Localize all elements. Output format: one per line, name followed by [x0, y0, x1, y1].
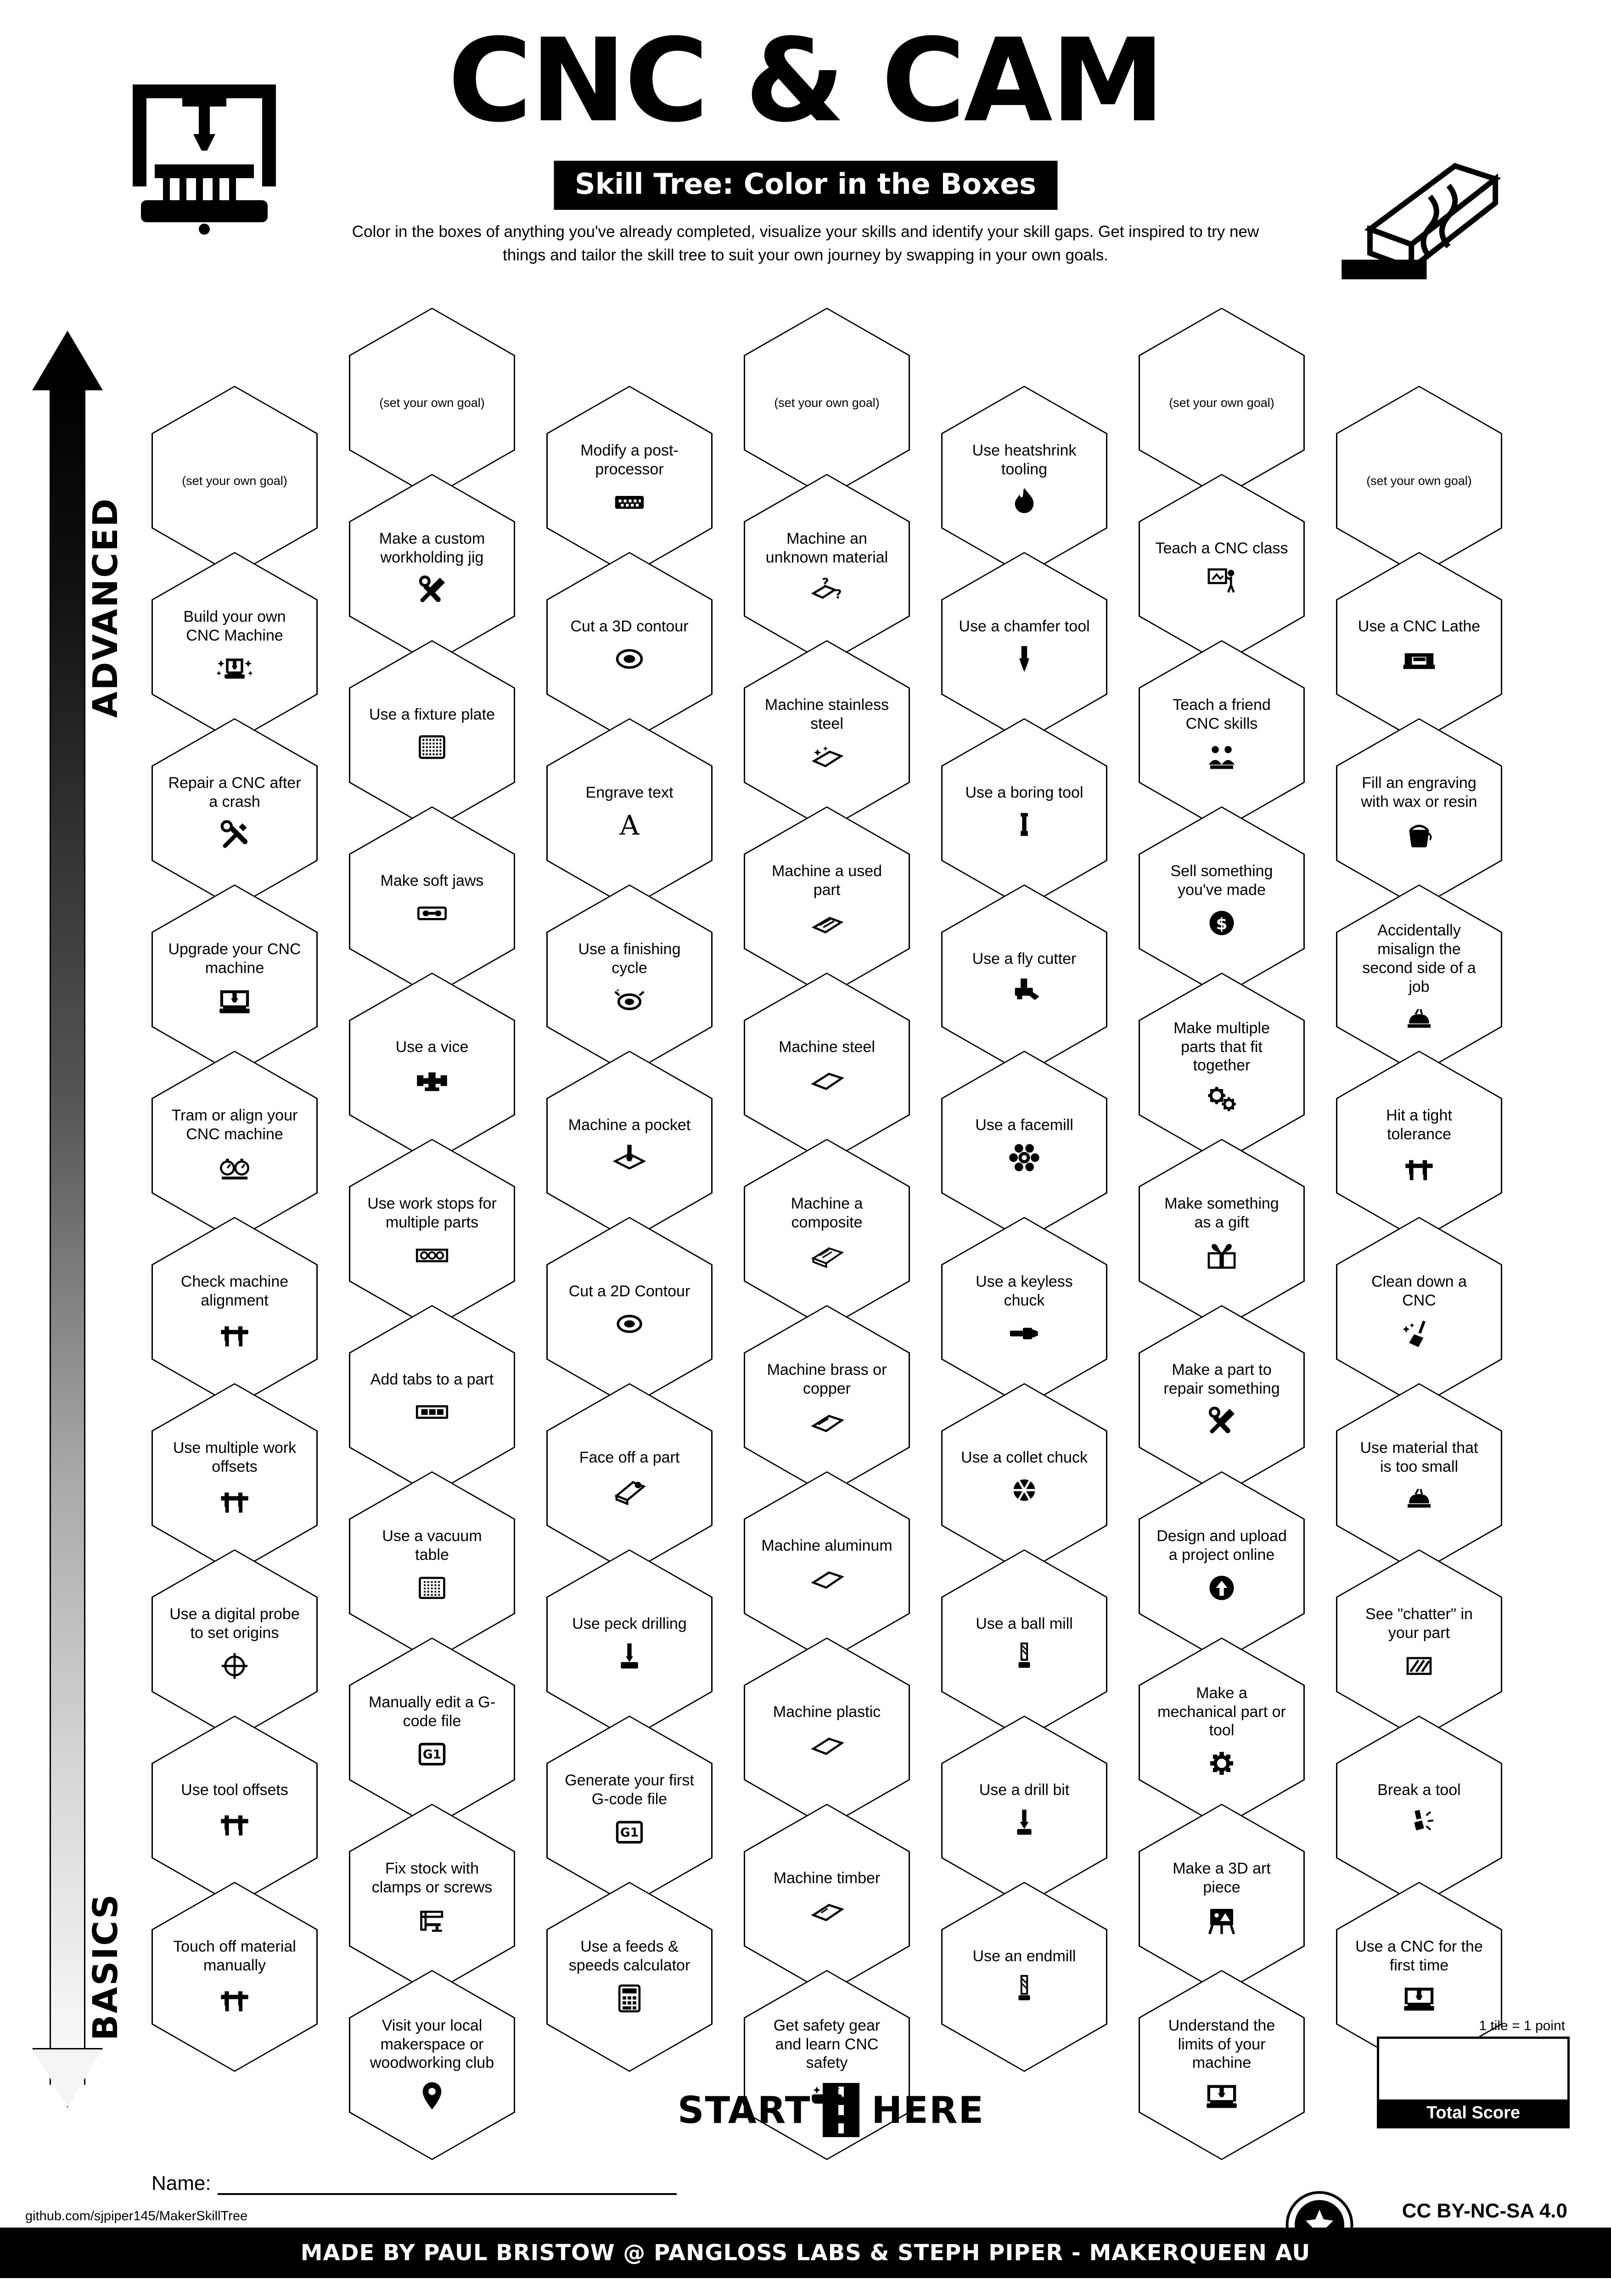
skill-tile[interactable] — [349, 640, 515, 830]
keyless-chuck-icon — [1002, 1316, 1046, 1351]
map-pin-icon — [410, 2078, 454, 2114]
face-off-icon — [607, 1472, 651, 1508]
skill-tile[interactable] — [349, 308, 515, 498]
skill-tile-label: Use a CNC Lathe — [1358, 617, 1481, 635]
skill-tile-label: Build your own CNC Machine — [183, 608, 286, 644]
chamfer-tool-icon — [1002, 641, 1046, 677]
skill-tile-label: Machine brass or copper — [767, 1361, 887, 1397]
skill-tile-label: Sell something you've made — [1170, 862, 1273, 899]
advanced-label: ADVANCED — [86, 497, 125, 718]
github-link[interactable]: github.com/sjpiper145/MakerSkillTree — [25, 2209, 248, 2223]
svg-text:?: ? — [822, 575, 829, 590]
skill-tile-label: Upgrade your CNC machine — [168, 940, 301, 977]
skill-tile[interactable] — [1336, 552, 1502, 742]
score-label: Total Score — [1377, 2099, 1570, 2128]
skill-tile[interactable] — [744, 308, 910, 498]
skill-tile[interactable] — [941, 718, 1107, 908]
clamp-icon — [410, 1902, 454, 1938]
brass-icon — [805, 1404, 849, 1440]
crosshair-icon — [213, 1648, 257, 1684]
skill-tile-label: Touch off material manually — [173, 1938, 296, 1974]
skill-tile-label: Use a fly cutter — [972, 950, 1077, 968]
skill-tile[interactable] — [744, 1638, 910, 1828]
skill-tile-label: Fix stock with clamps or screws — [371, 1860, 493, 1896]
skill-tile-label: Machine aluminum — [761, 1536, 893, 1554]
skill-tile-label: Use a boring tool — [965, 783, 1083, 801]
skill-tile-label: (set your own goal) — [182, 473, 287, 488]
post-processor-icon — [607, 484, 651, 520]
skill-tile[interactable] — [1336, 1051, 1502, 1241]
skill-tile[interactable] — [1139, 640, 1305, 830]
skill-tile-label: Use a drill bit — [979, 1781, 1070, 1799]
vacuum-table-icon — [410, 1570, 454, 1606]
skill-tile-label: Cut a 2D Contour — [568, 1282, 690, 1300]
skill-tile[interactable] — [941, 1716, 1107, 1906]
skill-tile-label: Accidentally misalign the second side of a job — [1362, 922, 1476, 996]
skill-tile[interactable] — [349, 973, 515, 1163]
skill-tile-label: Machine steel — [779, 1038, 875, 1056]
work-stops-icon — [410, 1238, 454, 1273]
skill-tile[interactable] — [941, 1549, 1107, 1739]
svg-text:A: A — [619, 809, 640, 841]
ball-mill-icon — [1002, 1638, 1046, 1674]
vice-icon — [410, 1062, 454, 1097]
skill-tile-label: Use a ball mill — [976, 1615, 1073, 1632]
question-material-icon — [805, 573, 849, 608]
calculator-icon — [607, 1981, 651, 2016]
skill-tile-label: Design and upload a project online — [1156, 1527, 1287, 1564]
tools-icon — [410, 573, 454, 608]
caliper-icon — [213, 1981, 257, 2016]
skill-tile[interactable] — [1336, 1217, 1502, 1407]
composite-icon — [805, 1238, 849, 1273]
skill-tile[interactable] — [349, 806, 515, 996]
skill-tile[interactable] — [152, 552, 318, 742]
skill-tile-label: Modify a post-processor — [580, 442, 679, 478]
easel-icon — [1200, 1902, 1244, 1938]
skill-tile-label: Use a keyless chuck — [976, 1273, 1073, 1309]
fixture-plate-icon — [410, 729, 454, 765]
skill-tile-label: Machine timber — [773, 1869, 881, 1887]
skill-tile[interactable] — [152, 718, 318, 908]
skill-tile[interactable] — [1139, 474, 1305, 664]
tools-icon — [1200, 1404, 1244, 1440]
skill-tile[interactable] — [941, 552, 1107, 742]
skill-tile[interactable] — [152, 1051, 318, 1241]
flame-icon — [1002, 484, 1046, 520]
facemill-icon — [1002, 1140, 1046, 1176]
skill-tile[interactable] — [349, 1970, 515, 2160]
skill-tile[interactable] — [1139, 1804, 1305, 1994]
letter-a-icon — [607, 807, 651, 843]
skill-tile-label: Make something as a gift — [1164, 1195, 1279, 1231]
steel-bar-icon — [805, 1062, 849, 1097]
skill-tile[interactable] — [546, 1051, 713, 1241]
skill-tile[interactable] — [546, 884, 713, 1075]
skill-tile-label: Engrave text — [585, 783, 674, 801]
skill-tile[interactable] — [546, 1882, 713, 2072]
skill-tile-label: Use multiple work offsets — [173, 1439, 297, 1475]
skill-tile[interactable] — [744, 474, 910, 664]
skill-tile[interactable] — [546, 386, 713, 576]
skill-tile[interactable] — [941, 1051, 1107, 1241]
skill-tile[interactable] — [941, 1882, 1107, 2072]
broken-tool-icon — [1397, 1805, 1441, 1840]
skill-tile[interactable] — [1139, 973, 1305, 1163]
skill-tile-label: Use a digital probe to set origins — [169, 1605, 300, 1642]
paint-bucket-icon — [1397, 817, 1441, 853]
skill-tile-label: Use a vacuum table — [382, 1527, 482, 1564]
skill-tile-label: Clean down a CNC — [1371, 1273, 1467, 1309]
skill-tile[interactable] — [349, 474, 515, 664]
skill-tile-label: Make a custom workholding jig — [379, 530, 485, 566]
skill-tile[interactable] — [941, 1217, 1107, 1407]
total-score-box[interactable] — [1377, 2037, 1570, 2128]
svg-text:G1: G1 — [620, 1825, 639, 1840]
pocket-icon — [607, 1140, 651, 1176]
skill-tile[interactable] — [1139, 1638, 1305, 1828]
g1-file-icon — [410, 1736, 454, 1772]
start-label: START — [677, 2088, 811, 2132]
safety-glasses-icon — [805, 2078, 849, 2114]
skill-tile[interactable] — [546, 718, 713, 908]
fly-cutter-icon — [1002, 974, 1046, 1009]
skill-tile[interactable] — [349, 1139, 515, 1329]
misalign-icon — [1397, 1002, 1441, 1038]
skill-tile-label: Use a vice — [395, 1038, 469, 1056]
skill-tile[interactable] — [152, 1549, 318, 1739]
skill-tile-label: Use a finishing cycle — [578, 940, 681, 977]
skill-tile-label: Make a mechanical part or tool — [1157, 1684, 1286, 1739]
skill-tile[interactable] — [1139, 1471, 1305, 1661]
skill-tile-label: (set your own goal) — [379, 395, 485, 410]
skill-tile-label: Use tool offsets — [181, 1781, 288, 1799]
lathe-icon — [1397, 641, 1441, 677]
skill-tile-label: Machine a pocket — [568, 1116, 691, 1134]
skill-tile[interactable] — [152, 884, 318, 1075]
score-note: 1 tile = 1 point — [1479, 2018, 1565, 2033]
soft-jaws-icon — [410, 895, 454, 931]
skill-tile-label: Machine a composite — [791, 1195, 863, 1231]
used-part-icon — [805, 905, 849, 941]
cnc-machine-sparkle-icon — [213, 651, 257, 687]
endmill-icon — [1002, 1971, 1046, 2007]
subtitle-banner: Skill Tree: Color in the Boxes — [554, 161, 1057, 210]
skill-tile[interactable] — [1139, 806, 1305, 996]
footer-credit: MADE BY PAUL BRISTOW @ PANGLOSS LABS & STEPH PIPER - MAKERQUEEN AU — [300, 2240, 1311, 2266]
skill-tile[interactable] — [349, 1305, 515, 1495]
peck-drill-icon — [607, 1638, 651, 1674]
skill-tile[interactable] — [744, 1471, 910, 1661]
basics-label: BASICS — [86, 1893, 125, 2041]
collet-chuck-icon — [1002, 1472, 1046, 1508]
upload-icon — [1200, 1570, 1244, 1606]
gears-icon — [1200, 1080, 1244, 1116]
finishing-cycle-icon — [607, 983, 651, 1019]
skill-tile-label: Use a fixture plate — [369, 705, 495, 723]
skill-tile-label: Make a 3D art piece — [1173, 1860, 1271, 1896]
aluminum-icon — [805, 1560, 849, 1596]
gift-icon — [1200, 1238, 1244, 1273]
metal-sheet-icon — [805, 739, 849, 775]
skill-tile-label: Face off a part — [579, 1448, 680, 1466]
skill-tile[interactable] — [546, 552, 713, 742]
skill-tile[interactable] — [546, 1217, 713, 1407]
skill-tile-label: Use a feeds & speeds calculator — [568, 1938, 690, 1974]
footer-bar — [0, 2228, 1611, 2278]
skill-tile-label: Tram or align your CNC machine — [171, 1107, 298, 1143]
skill-tile[interactable] — [744, 1804, 910, 1994]
cnc-machine-icon — [213, 983, 257, 1019]
skill-tile-label: Use an endmill — [972, 1947, 1076, 1965]
teacher-icon — [1200, 563, 1244, 599]
skill-tile-label: Use work stops for multiple parts — [367, 1195, 497, 1231]
cnc-machine-icon — [1397, 1981, 1441, 2016]
skill-tile-label: Make soft jaws — [380, 872, 484, 889]
chatter-icon — [1397, 1648, 1441, 1684]
skill-tile[interactable] — [546, 1716, 713, 1906]
cnc-machine-icon — [1200, 2078, 1244, 2114]
timber-icon — [805, 1893, 849, 1929]
caliper-icon — [213, 1316, 257, 1351]
dollar-icon — [1200, 905, 1244, 941]
skill-tile-label: Hit a tight tolerance — [1386, 1107, 1452, 1143]
skill-tile[interactable] — [349, 1638, 515, 1828]
skill-tile-label: Get safety gear and learn CNC safety — [773, 2016, 881, 2072]
name-row — [152, 2172, 677, 2195]
skill-tile-label: Check machine alignment — [180, 1273, 289, 1309]
skill-tile-label: See "chatter" in your part — [1365, 1605, 1473, 1642]
3d-contour-icon — [607, 641, 651, 677]
skill-tile-label: Machine an unknown material — [765, 530, 888, 566]
skill-tile-label: Generate your first G-code file — [565, 1772, 694, 1808]
skill-tile-label: Machine plastic — [773, 1703, 881, 1721]
misalign-icon — [1397, 1482, 1441, 1518]
boring-tool-icon — [1002, 807, 1046, 843]
drill-bit-icon — [1002, 1805, 1046, 1840]
skill-tile-label: Use a chamfer tool — [959, 617, 1090, 635]
skill-tile[interactable] — [1336, 1716, 1502, 1906]
skill-tile[interactable] — [1139, 1305, 1305, 1495]
gear-icon — [1200, 1745, 1244, 1781]
skill-tile-label: (set your own goal) — [1366, 473, 1472, 488]
skill-tile[interactable] — [744, 1305, 910, 1495]
intro-text: Color in the boxes of anything you've already completed, visualize your skills and identify your skill gaps. Get inspired to try new things and tailor the skill tree to suit your own journey by swapping in your own goals. — [352, 223, 1259, 264]
dial-gauges-icon — [213, 1149, 257, 1185]
caliper-icon — [213, 1482, 257, 1518]
skill-tile-label: Break a tool — [1377, 1781, 1461, 1799]
skill-tile[interactable] — [744, 973, 910, 1163]
teach-friend-icon — [1200, 739, 1244, 775]
name-label: Name: — [152, 2172, 211, 2195]
skill-tile[interactable] — [546, 1383, 713, 1573]
skill-tile[interactable] — [941, 884, 1107, 1075]
skill-tile[interactable] — [744, 806, 910, 996]
skill-tile[interactable] — [1139, 1139, 1305, 1329]
skill-tile[interactable] — [152, 1383, 318, 1573]
skill-tile[interactable] — [941, 1383, 1107, 1573]
skill-tile-label: Fill an engraving with wax or resin — [1361, 774, 1477, 810]
skill-tile[interactable] — [1139, 308, 1305, 498]
skill-tile[interactable] — [152, 1217, 318, 1407]
here-label: HERE — [871, 2088, 985, 2132]
skill-tile-label: Manually edit a G-code file — [369, 1694, 495, 1730]
skill-tile-label: (set your own goal) — [1169, 395, 1274, 410]
skill-tile-label: Understand the limits of your machine — [1168, 2016, 1275, 2072]
skill-tile-label: (set your own goal) — [774, 395, 880, 410]
svg-text:G1: G1 — [422, 1747, 442, 1762]
caliper-icon — [213, 1805, 257, 1840]
skill-tile-label: Use a CNC for the first time — [1355, 1938, 1483, 1974]
skill-tile-label: Use material that is too small — [1360, 1439, 1478, 1475]
skill-tile[interactable] — [1336, 386, 1502, 576]
skill-tile[interactable] — [1336, 718, 1502, 908]
2d-contour-icon — [607, 1306, 651, 1342]
skill-tile-label: Repair a CNC after a crash — [168, 774, 301, 810]
skill-tile[interactable] — [1336, 884, 1502, 1075]
skill-tile[interactable] — [152, 1716, 318, 1906]
skill-tile[interactable] — [546, 1549, 713, 1739]
skill-tile-label: Teach a CNC class — [1155, 539, 1288, 557]
skill-tile[interactable] — [1139, 1970, 1305, 2160]
skill-tile-label: Visit your local makerspace or woodworking club — [370, 2016, 494, 2072]
skill-tile[interactable] — [349, 1804, 515, 1994]
wrench-screwdriver-icon — [213, 817, 257, 853]
tabs-icon — [410, 1394, 454, 1430]
name-input-line[interactable] — [218, 2174, 677, 2195]
caliper-icon — [1397, 1149, 1441, 1185]
skill-tile[interactable] — [1336, 1383, 1502, 1573]
svg-text:?: ? — [835, 587, 842, 602]
skill-tile-label: Use a collet chuck — [961, 1448, 1088, 1466]
broom-icon — [1397, 1316, 1441, 1351]
g1-file-icon — [607, 1814, 651, 1850]
plastic-icon — [805, 1727, 849, 1762]
skill-tile[interactable] — [941, 386, 1107, 576]
skill-tile[interactable] — [152, 1882, 318, 2072]
page-title: CNC & CAM — [448, 14, 1163, 147]
skill-tile[interactable] — [744, 1139, 910, 1329]
skill-tile[interactable] — [744, 640, 910, 830]
skill-tile-label: Make multiple parts that fit together — [1173, 1019, 1270, 1075]
skill-tile-label: Use peck drilling — [572, 1615, 687, 1632]
skill-tile[interactable] — [152, 386, 318, 576]
skill-tile-label: Machine a used part — [771, 862, 882, 899]
svg-text:$: $ — [1216, 914, 1228, 934]
skill-tile-label: Teach a friend CNC skills — [1173, 696, 1271, 732]
skill-tile[interactable] — [349, 1471, 515, 1661]
skill-tile-label: Use heatshrink tooling — [972, 442, 1077, 478]
skill-tile-label: Cut a 3D contour — [570, 617, 689, 635]
skill-tile-label: Use a facemill — [975, 1116, 1073, 1134]
skill-tile-label: Add tabs to a part — [370, 1370, 494, 1388]
skill-tile-label: Machine stainless steel — [764, 696, 889, 732]
skill-tile-label: Make a part to repair something — [1163, 1361, 1280, 1397]
license-text: CC BY-NC-SA 4.0 — [1402, 2200, 1567, 2222]
skill-tile[interactable] — [1336, 1549, 1502, 1739]
